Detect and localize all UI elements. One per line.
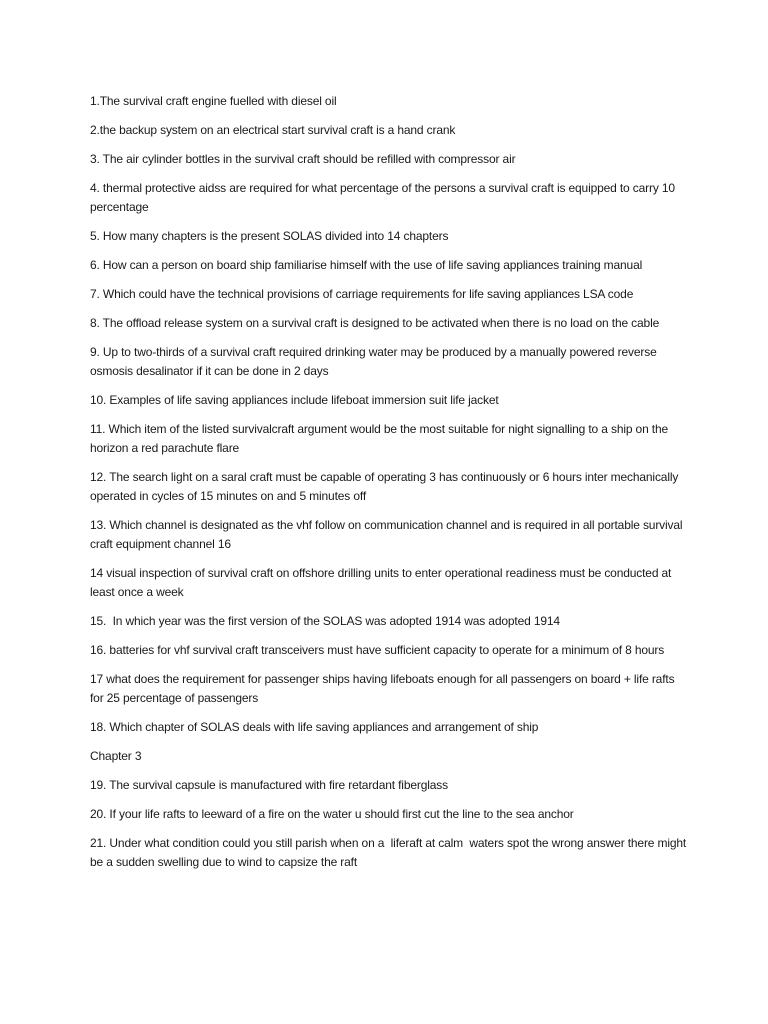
paragraph-15: 15. In which year was the first version of the SOLAS was adopted 1914 was adopted 1914 bbox=[90, 614, 560, 628]
paragraph-13: 13. Which channel is designated as the vhf follow on communication channel and is required in all portable survival craft equipment channel 16 bbox=[90, 518, 686, 551]
paragraph-6: 6. How can a person on board ship familiarise himself with the use of life saving appliances training manual bbox=[90, 258, 643, 272]
paragraph-17: 17 what does the requirement for passenger ships having lifeboats enough for all passengers on board + life rafts for 25 percentage of passengers bbox=[90, 672, 678, 705]
chapter-heading: Chapter 3 bbox=[90, 749, 142, 763]
paragraph-16: 16. batteries for vhf survival craft transceivers must have sufficient capacity to operate for a minimum of 8 hours bbox=[90, 643, 665, 657]
document-body bbox=[90, 92, 690, 882]
paragraph-18: 18. Which chapter of SOLAS deals with life saving appliances and arrangement of ship bbox=[90, 720, 539, 734]
paragraph-14: 14 visual inspection of survival craft on offshore drilling units to enter operational readiness must be conducted at least once a week bbox=[90, 566, 675, 599]
paragraph-7: 7. Which could have the technical provisions of carriage requirements for life saving appliances LSA code bbox=[90, 287, 634, 301]
paragraph-21: 21. Under what condition could you still parish when on a liferaft at calm waters spot the wrong answer there might be a sudden swelling due to wind to capsize the raft bbox=[90, 836, 690, 869]
paragraph-1: 1.The survival craft engine fuelled with diesel oil bbox=[90, 94, 337, 108]
paragraph-9: 9. Up to two-thirds of a survival craft required drinking water may be produced by a manually powered reverse osmosis desalinator if it can be done in 2 days bbox=[90, 345, 660, 378]
paragraph-8: 8. The offload release system on a survival craft is designed to be activated when there is no load on the cable bbox=[90, 316, 660, 330]
paragraph-2: 2.the backup system on an electrical start survival craft is a hand crank bbox=[90, 123, 456, 137]
paragraph-20: 20. If your life rafts to leeward of a fire on the water u should first cut the line to the sea anchor bbox=[90, 807, 574, 821]
paragraph-4: 4. thermal protective aidss are required for what percentage of the persons a survival craft is equipped to carry 10 percentage bbox=[90, 181, 679, 214]
paragraph-11: 11. Which item of the listed survivalcraft argument would be the most suitable for night signalling to a ship on the horizon a red parachute flare bbox=[90, 422, 672, 455]
paragraph-12: 12. The search light on a saral craft must be capable of operating 3 has continuously or 6 hours inter mechanically operated in cycles of 15 minutes on and 5 minutes off bbox=[90, 470, 682, 503]
paragraph-3: 3. The air cylinder bottles in the survival craft should be refilled with compressor air bbox=[90, 152, 516, 166]
paragraph-10: 10. Examples of life saving appliances include lifeboat immersion suit life jacket bbox=[90, 393, 499, 407]
paragraph-19: 19. The survival capsule is manufactured with fire retardant fiberglass bbox=[90, 778, 448, 792]
paragraph-5: 5. How many chapters is the present SOLAS divided into 14 chapters bbox=[90, 229, 449, 243]
